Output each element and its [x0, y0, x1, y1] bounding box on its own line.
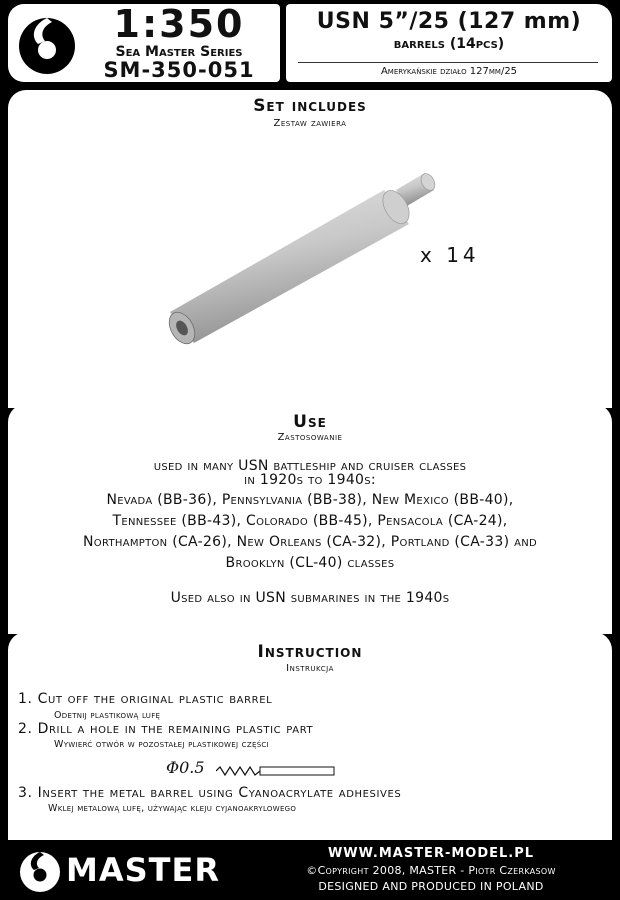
use-classes-line: Northampton (CA-26), New Orleans (CA-32), Portland (CA-33) and	[83, 534, 537, 550]
header-divider	[298, 62, 598, 63]
instruction-step-3: 3. Insert the metal barrel using Cyanoacrylate adhesives	[18, 785, 402, 801]
product-code: SM-350-051	[103, 58, 255, 82]
instruction-step-1: 1. Cut off the original plastic barrel	[18, 691, 273, 707]
use-classes-line: Nevada (BB-36), Pennsylvania (BB-38), New Mexico (BB-40),	[106, 492, 514, 508]
drill-size-label: Φ0.5	[166, 758, 205, 777]
use-subtitle: Zastosowanie	[277, 432, 343, 443]
footer-url-link[interactable]: WWW.MASTER-MODEL.PL	[327, 846, 535, 861]
product-subtitle: barrels (14pcs)	[393, 36, 505, 52]
use-title: Use	[293, 412, 327, 432]
use-classes-line: Tennessee (BB-43), Colorado (BB-45), Pensacola (CA-24),	[112, 513, 508, 529]
header-brand-panel	[8, 4, 280, 82]
master-logo-icon	[16, 10, 78, 76]
instruction-step-2: 2. Drill a hole in the remaining plastic part	[18, 721, 314, 737]
use-section	[8, 404, 612, 634]
quantity-label: x 14	[420, 243, 480, 267]
barrel-illustration-icon	[158, 160, 458, 360]
footer-logo-icon	[18, 846, 62, 894]
drill-bit-icon	[216, 764, 336, 778]
use-intro-line: in 1920s to 1940s:	[244, 472, 376, 488]
use-intro-line: used in many USN battleship and cruiser classes	[153, 458, 467, 474]
scale-label: 1:350	[113, 2, 245, 46]
instruction-title: Instruction	[257, 642, 363, 662]
series-label: Sea Master Series	[115, 44, 243, 60]
set-includes-title: Set includes	[253, 96, 367, 116]
set-includes-section	[8, 90, 612, 408]
use-classes-line: Brooklyn (CL-40) classes	[225, 555, 395, 571]
instruction-step-1-polish: Odetnij plastikową lufę	[54, 710, 161, 721]
instruction-subtitle: Instrukcja	[286, 663, 334, 674]
instruction-step-3-polish: Wklej metalową lufę, używając kleju cyjanoakrylowego	[48, 803, 297, 814]
use-submarines-note: Used also in USN submarines in the 1940s	[170, 590, 450, 606]
instruction-section	[8, 632, 612, 840]
header-title-panel	[286, 4, 612, 82]
footer-made-in: DESIGNED AND PRODUCED IN POLAND	[318, 880, 544, 893]
footer-copyright: ©Copyright 2008, MASTER - Piotr Czerkasow	[306, 864, 556, 877]
product-title: USN 5”/25 (127 mm)	[316, 9, 582, 34]
instruction-step-2-polish: Wywierć otwór w pozostałej plastikowej części	[54, 739, 269, 750]
set-includes-subtitle: Zestaw zawiera	[273, 118, 347, 129]
product-title-polish: Amerykańskie działo 127mm/25	[380, 66, 518, 77]
footer-brand-name: MASTER	[66, 851, 220, 889]
